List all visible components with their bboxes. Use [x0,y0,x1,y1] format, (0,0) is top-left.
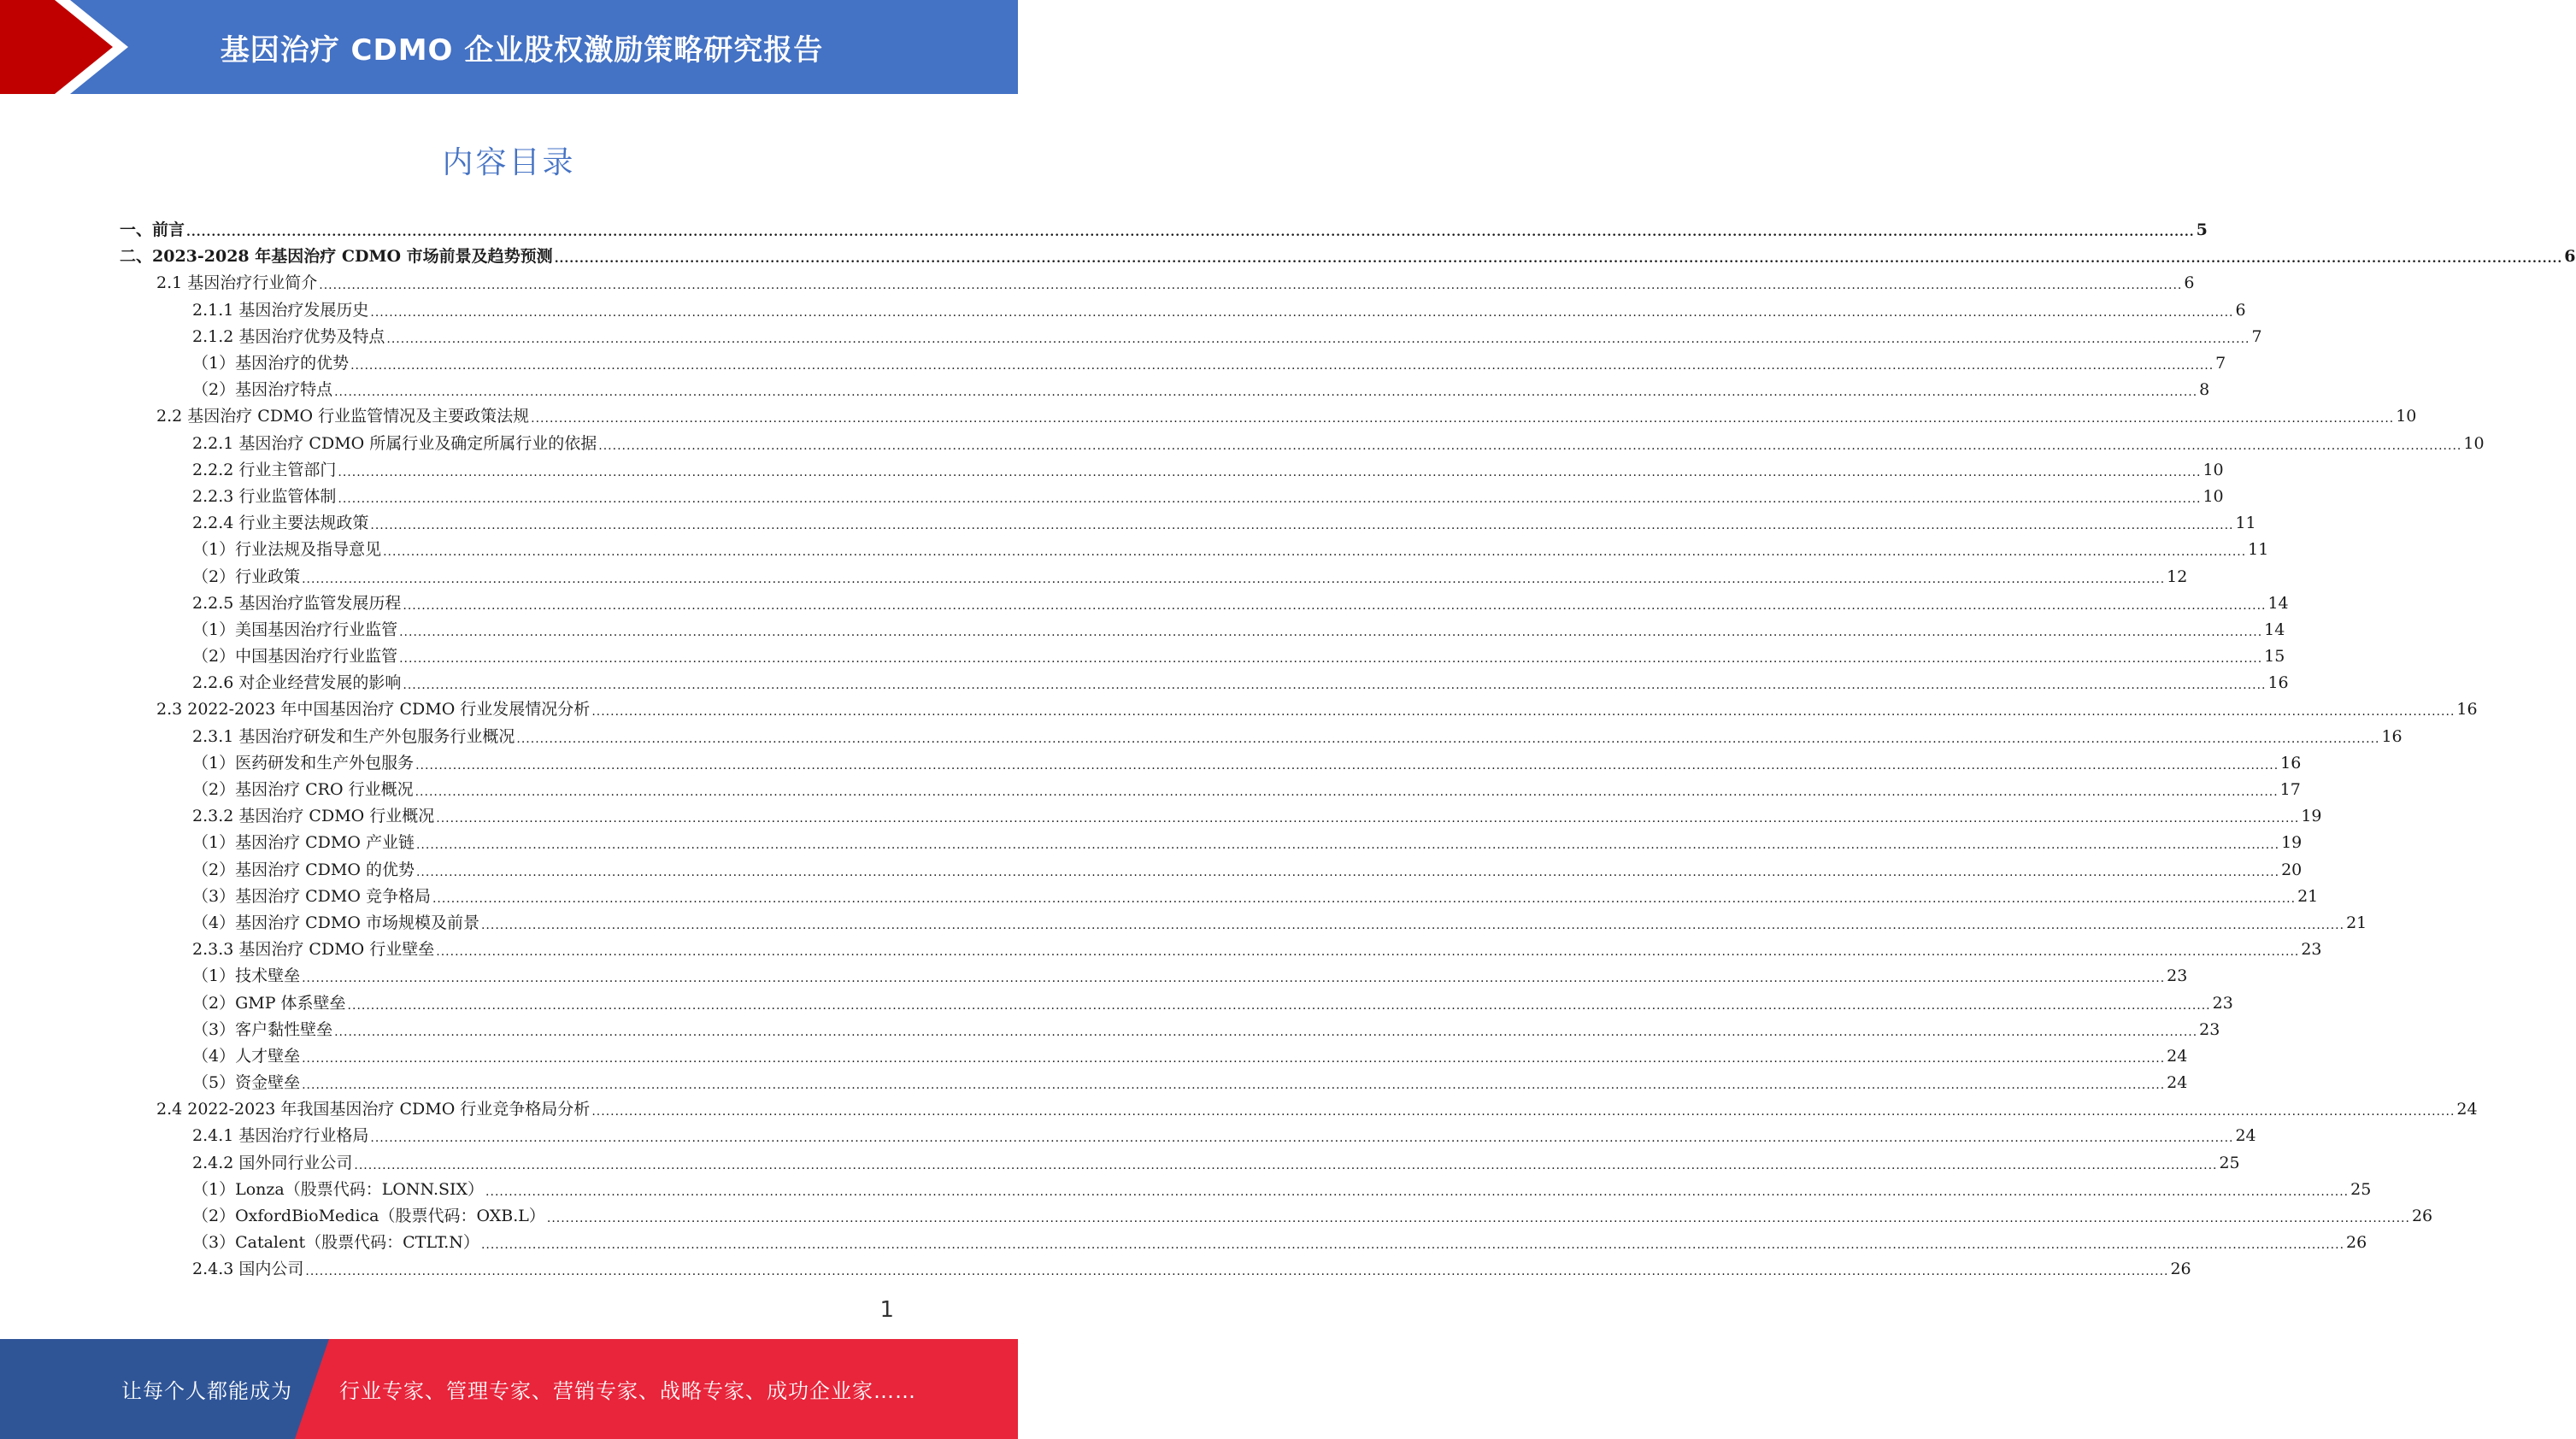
toc-entry[interactable] [120,617,2285,643]
toc-leader-dots: ................................................................................................................................................................................................................................................................................................................................................................................................................ [415,865,2280,879]
toc-entry-page: 19 [2281,833,2303,853]
toc-entry-label: 2.3 2022-2023 年中国基因治疗 CDMO 行业发展情况分析 [156,700,591,720]
toc-entry-page: 26 [2170,1260,2191,1279]
toc-entry[interactable] [120,696,2478,723]
toc-leader-dots: ................................................................................................................................................................................................................................................................................................................................................................................................................ [302,572,2166,586]
toc-entry-label: 2.4.1 基因治疗行业格局 [192,1126,369,1146]
toc-entry-page: 21 [2297,886,2319,906]
toc-entry[interactable] [120,297,2246,324]
toc-entry-page: 11 [2235,514,2256,533]
toc-entry-page: 16 [2456,700,2478,720]
toc-leader-dots: ................................................................................................................................................................................................................................................................................................................................................................................................................ [370,1131,2234,1146]
toc-entry[interactable] [120,217,2208,244]
toc-entry[interactable] [120,910,2367,937]
toc-entry[interactable] [120,1017,2220,1043]
toc-entry-label: （4）人才壁垒 [192,1046,301,1066]
toc-entry[interactable] [120,350,2226,377]
toc-entry[interactable] [120,857,2303,884]
toc-leader-dots: ................................................................................................................................................................................................................................................................................................................................................................................................................ [480,1238,2345,1253]
toc-leader-dots: ................................................................................................................................................................................................................................................................................................................................................................................................................ [354,1158,2218,1172]
toc-entry-page: 20 [2281,860,2303,879]
toc-entry-label: 2.3.3 基因治疗 CDMO 行业壁垒 [192,940,435,960]
toc-entry[interactable] [120,963,2188,990]
toc-leader-dots: ................................................................................................................................................................................................................................................................................................................................................................................................................ [546,1212,2410,1226]
toc-entry-page: 24 [2235,1126,2256,1146]
toc-entry-page: 14 [2264,620,2285,639]
toc-entry-page: 23 [2301,940,2322,960]
toc-entry[interactable] [120,1177,2372,1203]
toc-leader-dots: ................................................................................................................................................................................................................................................................................................................................................................................................................ [591,1105,2455,1119]
toc-entry-page: 11 [2248,540,2269,560]
toc-entry-label: （1）基因治疗 CDMO 产业链 [192,833,415,853]
toc-entry[interactable] [120,1256,2191,1283]
toc-leader-dots: ................................................................................................................................................................................................................................................................................................................................................................................................................ [516,731,2380,746]
toc-leader-dots: ................................................................................................................................................................................................................................................................................................................................................................................................................ [415,758,2279,772]
toc-leader-dots: ................................................................................................................................................................................................................................................................................................................................................................................................................ [403,598,2267,613]
header-arrow-icon [0,0,137,94]
toc-entry[interactable] [120,431,2485,457]
toc-entry-page: 7 [2251,326,2262,346]
footer-banner [0,1339,1018,1439]
toc-entry-label: （1）Lonza（股票代码：LONN.SIX） [192,1179,485,1199]
toc-entry-label: 2.2.6 对企业经营发展的影响 [192,673,402,693]
toc-entry-label: （1）基因治疗的优势 [192,354,350,373]
toc-entry-label: （1）美国基因治疗行业监管 [192,620,398,639]
toc-entry-page: 10 [2396,407,2417,426]
toc-entry[interactable] [120,590,2289,617]
toc-entry-page: 7 [2215,354,2226,373]
toc-leader-dots: ................................................................................................................................................................................................................................................................................................................................................................................................................ [554,252,2563,267]
toc-entry-label: 2.2.5 基因治疗监管发展历程 [192,593,402,613]
header-banner [0,0,1018,94]
page-number: 1 [879,1297,894,1323]
toc-leader-dots: ................................................................................................................................................................................................................................................................................................................................................................................................................ [436,812,2300,826]
toc-entry-label: 2.4.3 国内公司 [192,1260,304,1279]
table-of-contents [120,217,2576,1283]
toc-entry[interactable] [120,750,2302,777]
toc-entry[interactable] [120,724,2403,750]
toc-entry-page: 23 [2212,993,2233,1013]
toc-entry-label: 2.2.1 基因治疗 CDMO 所属行业及确定所属行业的依据 [192,433,597,453]
toc-entry-page: 26 [2411,1207,2433,1226]
toc-leader-dots: ................................................................................................................................................................................................................................................................................................................................................................................................................ [319,279,2183,293]
toc-leader-dots: ................................................................................................................................................................................................................................................................................................................................................................................................................ [338,491,2202,506]
toc-entry[interactable] [120,1096,2478,1123]
toc-entry[interactable] [120,643,2285,670]
toc-leader-dots: ................................................................................................................................................................................................................................................................................................................................................................................................................ [485,1184,2350,1199]
toc-leader-dots: ................................................................................................................................................................................................................................................................................................................................................................................................................ [338,465,2202,479]
toc-entry[interactable] [120,1203,2433,1230]
toc-entry-label: 2.1.2 基因治疗优势及特点 [192,326,385,346]
toc-entry[interactable] [120,1150,2240,1177]
toc-entry[interactable] [120,777,2301,803]
toc-entry-label: 2.4 2022-2023 年我国基因治疗 CDMO 行业竞争格局分析 [156,1100,591,1119]
toc-entry-page: 6 [2235,300,2246,320]
footer-slogan-left: 让每个人都能成为 [121,1379,292,1403]
toc-entry[interactable] [120,537,2269,563]
toc-entry-page: 15 [2264,647,2285,667]
toc-entry[interactable] [120,830,2303,856]
toc-entry[interactable] [120,803,2322,830]
toc-entry[interactable] [120,510,2256,537]
toc-entry[interactable] [120,377,2210,403]
toc-entry-page: 26 [2346,1233,2367,1253]
toc-leader-dots: ................................................................................................................................................................................................................................................................................................................................................................................................................ [531,412,2395,426]
toc-entry[interactable] [120,884,2319,910]
toc-entry-page: 17 [2279,780,2301,800]
toc-leader-dots: ................................................................................................................................................................................................................................................................................................................................................................................................................ [350,359,2214,373]
toc-entry-label: 2.4.2 国外同行业公司 [192,1153,353,1172]
toc-leader-dots: ................................................................................................................................................................................................................................................................................................................................................................................................................ [302,1051,2166,1066]
toc-leader-dots: ................................................................................................................................................................................................................................................................................................................................................................................................................ [347,998,2211,1013]
toc-entry-page: 10 [2203,460,2224,479]
toc-entry-page: 16 [2267,673,2289,693]
toc-entry-page: 16 [2280,753,2302,772]
toc-entry-page: 23 [2199,1019,2220,1039]
toc-entry-page: 24 [2456,1100,2478,1119]
toc-entry-page: 16 [2381,726,2403,746]
report-title: 基因治疗 CDMO 企业股权激励策略研究报告 [220,32,824,68]
toc-leader-dots: ................................................................................................................................................................................................................................................................................................................................................................................................................ [591,705,2455,720]
toc-leader-dots: ................................................................................................................................................................................................................................................................................................................................................................................................................ [403,678,2267,693]
toc-entry-label: （3）Catalent（股票代码：CTLT.N） [192,1233,479,1253]
toc-entry-page: 10 [2203,486,2224,506]
toc-entry-page: 24 [2167,1073,2188,1093]
toc-entry[interactable] [120,324,2262,350]
toc-entry-label: 一、前言 [120,220,185,240]
toc-entry[interactable] [120,484,2224,510]
toc-entry-label: （1）技术壁垒 [192,966,301,986]
toc-entry-label: （2）基因治疗 CDMO 的优势 [192,860,415,879]
toc-entry-page: 19 [2301,807,2322,826]
toc-entry-label: 2.2 基因治疗 CDMO 行业监管情况及主要政策法规 [156,407,530,426]
toc-entry-label: （3）客户黏性壁垒 [192,1019,333,1039]
toc-entry[interactable] [120,1123,2256,1149]
toc-entry-page: 23 [2167,966,2188,986]
toc-entry-label: （2）基因治疗特点 [192,380,333,400]
toc-entry-page: 21 [2346,913,2367,932]
toc-entry-page: 10 [2463,433,2485,453]
toc-leader-dots: ................................................................................................................................................................................................................................................................................................................................................................................................................ [399,625,2263,639]
toc-entry-label: （5）资金壁垒 [192,1073,301,1093]
toc-entry-page: 6 [2564,247,2576,267]
toc-entry[interactable] [120,670,2289,696]
toc-entry-label: （1）行业法规及指导意见 [192,540,382,560]
toc-entry[interactable] [120,937,2322,963]
toc-entry-label: 2.2.4 行业主要法规政策 [192,514,369,533]
toc-leader-dots: ................................................................................................................................................................................................................................................................................................................................................................................................................ [598,438,2462,453]
toc-entry-label: 2.2.3 行业监管体制 [192,486,337,506]
toc-entry-page: 6 [2184,273,2195,293]
toc-entry-label: 2.1 基因治疗行业简介 [156,273,318,293]
toc-entry-label: （2）OxfordBioMedica（股票代码：OXB.L） [192,1207,545,1226]
toc-leader-dots: ................................................................................................................................................................................................................................................................................................................................................................................................................ [415,785,2279,800]
toc-entry-label: （2）行业政策 [192,567,301,586]
toc-leader-dots: ................................................................................................................................................................................................................................................................................................................................................................................................................ [302,972,2166,986]
toc-entry[interactable] [120,1070,2188,1096]
toc-leader-dots: ................................................................................................................................................................................................................................................................................................................................................................................................................ [370,519,2234,533]
toc-entry-label: （1）医药研发和生产外包服务 [192,753,415,772]
toc-leader-dots: ................................................................................................................................................................................................................................................................................................................................................................................................................ [415,838,2280,853]
toc-entry[interactable] [120,270,2195,297]
toc-entry-label: （4）基因治疗 CDMO 市场规模及前景 [192,913,479,932]
toc-entry[interactable] [120,403,2417,430]
toc-entry-page: 8 [2199,380,2210,400]
toc-leader-dots: ................................................................................................................................................................................................................................................................................................................................................................................................................ [302,1078,2166,1093]
toc-entry-label: 2.3.2 基因治疗 CDMO 行业概况 [192,807,435,826]
toc-entry-page: 12 [2167,567,2188,586]
toc-entry-label: 2.2.2 行业主管部门 [192,460,337,479]
toc-entry-label: 2.1.1 基因治疗发展历史 [192,300,369,320]
toc-leader-dots: ................................................................................................................................................................................................................................................................................................................................................................................................................ [480,918,2345,932]
toc-entry[interactable] [120,244,2576,270]
toc-entry-page: 25 [2350,1179,2372,1199]
toc-entry[interactable] [120,563,2188,590]
toc-entry-label: 二、2023-2028 年基因治疗 CDMO 市场前景及趋势预测 [120,247,553,267]
toc-title: 内容目录 [442,145,576,180]
toc-entry[interactable] [120,1230,2367,1256]
toc-leader-dots: ................................................................................................................................................................................................................................................................................................................................................................................................................ [399,652,2263,667]
toc-entry-label: （3）基因治疗 CDMO 竞争格局 [192,886,431,906]
toc-entry-page: 5 [2196,220,2208,240]
toc-leader-dots: ................................................................................................................................................................................................................................................................................................................................................................................................................ [432,891,2297,906]
toc-entry-page: 14 [2267,593,2289,613]
toc-leader-dots: ................................................................................................................................................................................................................................................................................................................................................................................................................ [370,305,2234,320]
toc-leader-dots: ................................................................................................................................................................................................................................................................................................................................................................................................................ [186,226,2195,240]
toc-leader-dots: ................................................................................................................................................................................................................................................................................................................................................................................................................ [386,332,2250,346]
toc-entry[interactable] [120,457,2224,484]
toc-entry[interactable] [120,1043,2188,1070]
toc-leader-dots: ................................................................................................................................................................................................................................................................................................................................................................................................................ [436,945,2300,960]
toc-entry-label: （2）中国基因治疗行业监管 [192,647,398,667]
toc-entry-label: 2.3.1 基因治疗研发和生产外包服务行业概况 [192,726,515,746]
toc-leader-dots: ................................................................................................................................................................................................................................................................................................................................................................................................................ [334,1025,2198,1039]
footer-slogan-right: 行业专家、管理专家、营销专家、战略专家、成功企业家…… [339,1379,916,1403]
toc-entry[interactable] [120,990,2233,1016]
toc-entry-label: （2）GMP 体系壁垒 [192,993,346,1013]
toc-entry-label: （2）基因治疗 CRO 行业概况 [192,780,414,800]
toc-leader-dots: ................................................................................................................................................................................................................................................................................................................................................................................................................ [305,1265,2169,1279]
toc-leader-dots: ................................................................................................................................................................................................................................................................................................................................................................................................................ [383,545,2247,560]
toc-entry-page: 24 [2167,1046,2188,1066]
toc-leader-dots: ................................................................................................................................................................................................................................................................................................................................................................................................................ [334,385,2198,400]
toc-entry-page: 25 [2219,1153,2240,1172]
